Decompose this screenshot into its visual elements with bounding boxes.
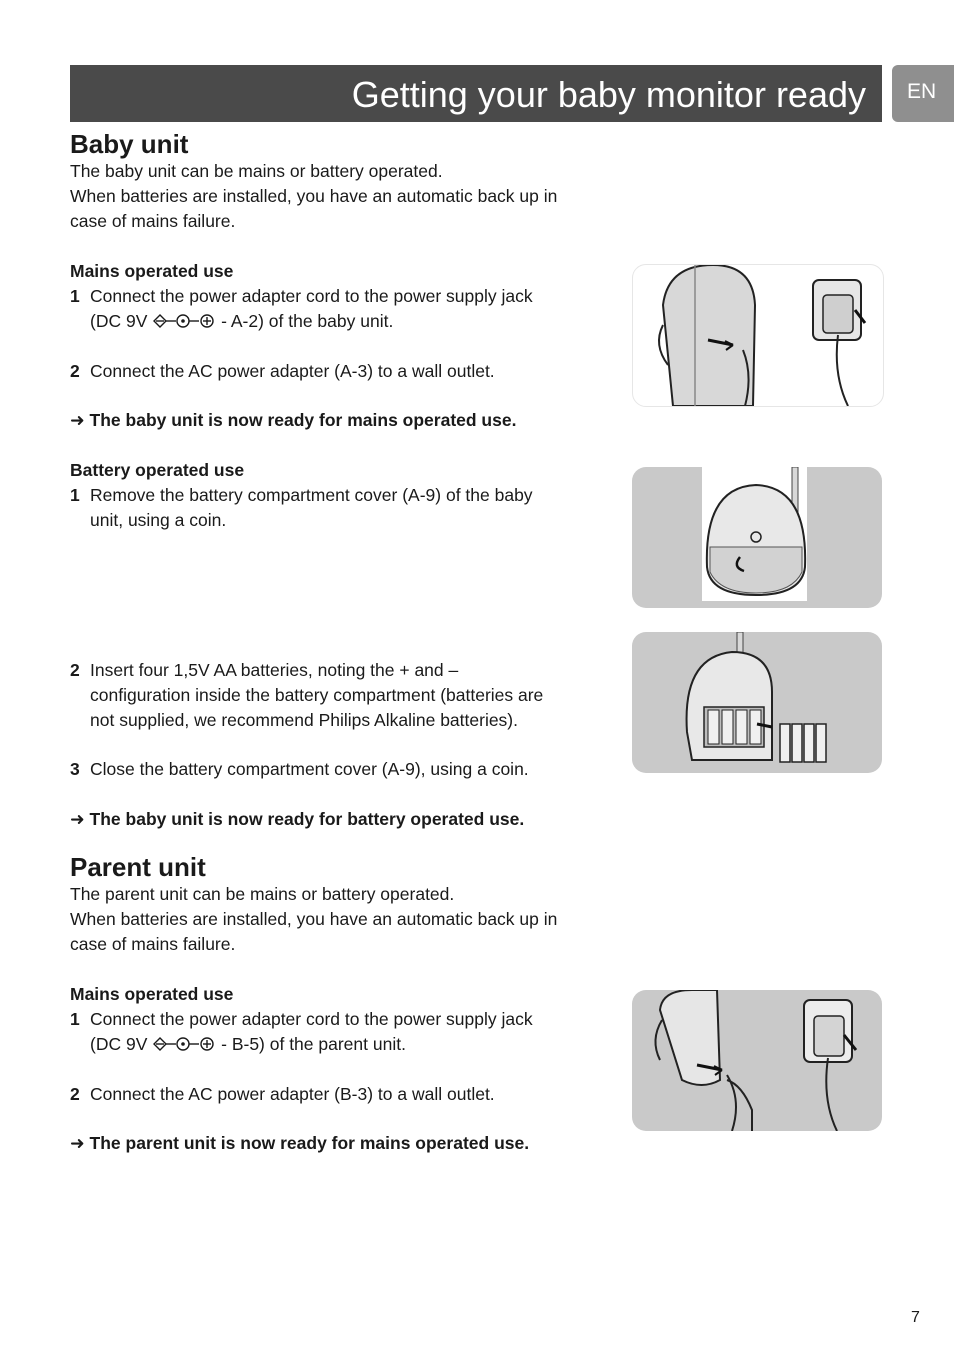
baby-unit-heading: Baby unit bbox=[70, 129, 189, 159]
baby-unit-intro-line-1: The baby unit can be mains or battery operated. bbox=[70, 161, 443, 181]
baby-unit-adapter-illustration bbox=[633, 265, 883, 406]
step-line-1: Connect the power adapter cord to the power supply jack bbox=[90, 1009, 533, 1029]
battery-cover-illustration bbox=[632, 467, 882, 608]
baby-battery-result bbox=[70, 807, 524, 832]
step-text bbox=[90, 1007, 533, 1057]
step-text bbox=[90, 658, 543, 733]
parent-unit-intro-line-3: case of mains failure. bbox=[70, 934, 236, 954]
insert-batteries-illustration bbox=[632, 632, 882, 773]
step-line-2-prefix: (DC 9V bbox=[90, 1034, 148, 1054]
figure-baby-unit-mains bbox=[632, 264, 884, 407]
figure-battery-cover bbox=[632, 467, 882, 608]
figure-parent-unit-mains bbox=[632, 990, 882, 1131]
step-number: 1 bbox=[70, 286, 80, 306]
step-line-1: Connect the power adapter cord to the power supply jack bbox=[90, 286, 533, 306]
step-text bbox=[90, 284, 533, 334]
header-bar bbox=[70, 65, 882, 122]
language-tab-label: EN bbox=[907, 80, 937, 103]
parent-unit-intro-line-1: The parent unit can be mains or battery operated. bbox=[70, 884, 455, 904]
step-line-2-suffix: - B-5) of the parent unit. bbox=[221, 1034, 406, 1054]
step-line-2: unit, using a coin. bbox=[90, 510, 227, 530]
page-title: Getting your baby monitor ready bbox=[351, 74, 866, 115]
step-text: Connect the AC power adapter (A-3) to a wall outlet. bbox=[90, 361, 495, 381]
arrow-right-icon: ➜ bbox=[70, 809, 85, 829]
step-text bbox=[90, 483, 533, 533]
page-number: 7 bbox=[911, 1309, 920, 1326]
parent-unit-heading: Parent unit bbox=[70, 852, 206, 882]
dc-polarity-icon bbox=[152, 1036, 216, 1052]
parent-unit-intro-line-2: When batteries are installed, you have an automatic back up in bbox=[70, 909, 558, 929]
step-line-3: not supplied, we recommend Philips Alkaline batteries). bbox=[90, 710, 518, 730]
step-text: Close the battery compartment cover (A-9), using a coin. bbox=[90, 759, 529, 779]
step-number: 2 bbox=[70, 660, 80, 680]
step-number: 2 bbox=[70, 361, 80, 381]
baby-unit-intro-line-3: case of mains failure. bbox=[70, 211, 236, 231]
step-number: 3 bbox=[70, 759, 80, 779]
language-tab bbox=[892, 65, 954, 122]
step-line-2-prefix: (DC 9V bbox=[90, 311, 148, 331]
result-text: The baby unit is now ready for battery operated use. bbox=[89, 809, 525, 829]
baby-unit-intro-line-2: When batteries are installed, you have an automatic back up in bbox=[70, 186, 558, 206]
parent-mains-heading: Mains operated use bbox=[70, 984, 234, 1004]
step-line-2: configuration inside the battery compartment (batteries are bbox=[90, 685, 544, 705]
step-number: 1 bbox=[70, 485, 80, 505]
result-text: The baby unit is now ready for mains operated use. bbox=[89, 410, 517, 430]
step-line-1: Insert four 1,5V AA batteries, noting the + and – bbox=[90, 660, 459, 680]
baby-mains-result bbox=[70, 408, 516, 433]
baby-mains-heading: Mains operated use bbox=[70, 261, 234, 281]
figure-insert-batteries bbox=[632, 632, 882, 773]
step-text: Connect the AC power adapter (B-3) to a wall outlet. bbox=[90, 1084, 495, 1104]
step-line-1: Remove the battery compartment cover (A-9) of the baby bbox=[90, 485, 533, 505]
arrow-right-icon: ➜ bbox=[70, 1133, 85, 1153]
baby-battery-heading: Battery operated use bbox=[70, 460, 245, 480]
step-number: 2 bbox=[70, 1084, 80, 1104]
dc-polarity-icon bbox=[152, 313, 216, 329]
arrow-right-icon: ➜ bbox=[70, 410, 85, 430]
parent-mains-result bbox=[70, 1131, 529, 1156]
step-line-2-suffix: - A-2) of the baby unit. bbox=[221, 311, 394, 331]
parent-unit-adapter-illustration bbox=[632, 990, 882, 1131]
step-number: 1 bbox=[70, 1009, 80, 1029]
result-text: The parent unit is now ready for mains operated use. bbox=[89, 1133, 530, 1153]
